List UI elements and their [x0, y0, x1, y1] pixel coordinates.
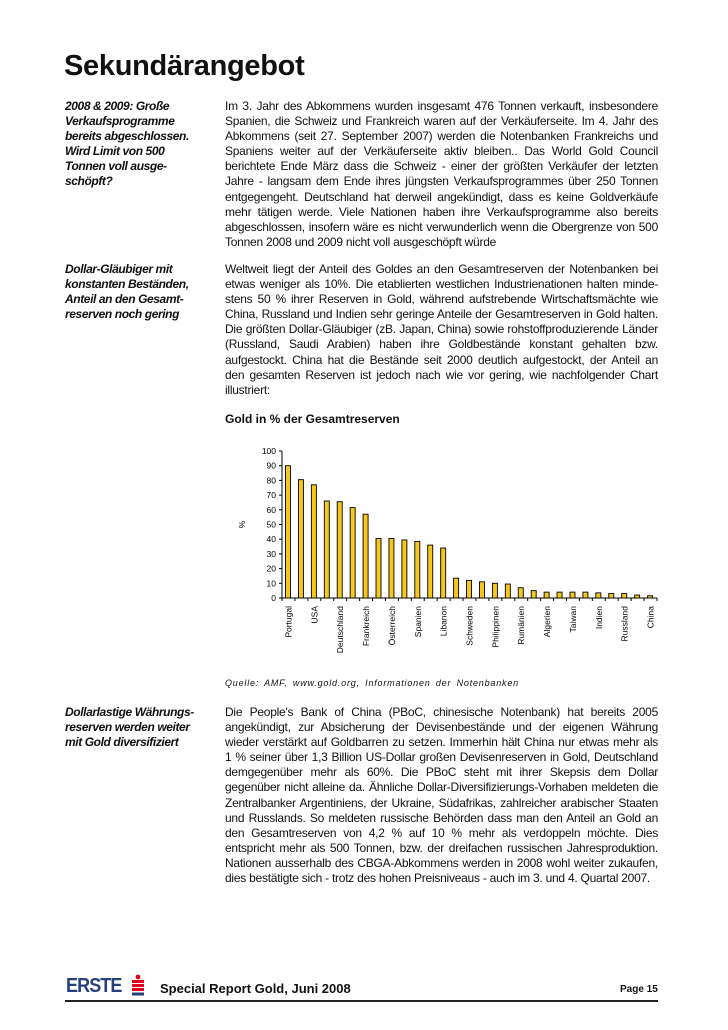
paragraph-line: entgegengeht. Deutschland hat derweil angekündigt, dass es keine Goldverkäufe	[225, 189, 658, 204]
gold-reserves-bar-chart	[230, 440, 670, 670]
paragraph-line: Nationen ausserhalb des CBGA-Abkommens werden in 2008 wohl weiter zukaufen,	[225, 855, 658, 870]
chart-title: Gold in % der Gesamtreserven	[225, 412, 400, 426]
paragraph-line: gegenüber nicht alleine da. Ähnliche Dollar-Diversifizierungs-Vorhaben meldeten die	[225, 780, 658, 795]
sidenote-line: Dollar-Gläubiger mit	[65, 262, 173, 276]
y-tick-label: 50	[266, 519, 276, 530]
paragraph-line: entspricht mehr als 500 Tonnen, bzw. der dreifachen russischen Jahresproduktion.	[225, 840, 658, 855]
paragraph-line: Abkommens (seit 27. September 2007) werden die Notenbanken Frankreichs und	[225, 129, 658, 144]
x-tick-label: Taiwan	[567, 606, 578, 633]
section-3-sidenote	[65, 705, 222, 750]
sidenote-line: mit Gold diversifiziert	[65, 735, 179, 750]
y-axis-label: %	[237, 520, 247, 529]
bar-unlabeled	[505, 584, 510, 598]
sidenote-line: 2008 & 2009: Große	[65, 99, 170, 113]
y-tick-label: 0	[271, 593, 276, 603]
bar-taiwan	[570, 592, 575, 598]
paragraph-line: Spaniens weiter auf der Verkäuferseite aktiv bleiben.. Das World Gold Council	[225, 144, 658, 159]
sidenote-line: Verkaufsprogramme	[65, 114, 175, 129]
paragraph-line: Weltweit liegt der Anteil des Goldes an den Gesamtreserven der Notenbanken bei	[225, 262, 658, 276]
bar-rumänien	[518, 588, 523, 598]
bar-philippinen	[492, 583, 497, 598]
y-tick-label: 40	[266, 534, 276, 545]
x-tick-label: Philippinen	[490, 606, 501, 648]
y-tick-label: 10	[266, 578, 276, 589]
footer-report-title: Special Report Gold, Juni 2008	[160, 981, 351, 996]
x-tick-label: Algerien	[542, 606, 553, 638]
bar-algerien	[544, 592, 549, 598]
x-tick-label: Indien	[593, 606, 604, 630]
x-tick-label: Russland	[619, 606, 630, 642]
sidenote-line: bereits abgeschlossen.	[65, 129, 189, 144]
sparkasse-s-icon	[132, 974, 144, 996]
x-tick-label: Portugal	[283, 606, 294, 638]
y-tick-label: 60	[266, 504, 276, 515]
paragraph-line: Spanien, die Schweiz und Frankreich waren auf der Verkäuferseite. Im 4. Jahr des	[225, 114, 658, 129]
paragraph-line: berichtete Ende März dass die Schweiz - einer der größten Verkäufer der letzten	[225, 159, 658, 174]
x-tick-label: Spanien	[412, 606, 423, 638]
sidenote-line: reserven werden weiter	[65, 720, 190, 735]
chart-source: Quelle: AMF, www.gold.org, Informationen der Notenbanken	[225, 678, 519, 688]
bar-libanon	[441, 548, 446, 598]
paragraph-line: Die größten Dollar-Gläubiger (zB. Japan, China) sowie rohstoffproduzierende Länder	[225, 322, 658, 337]
page-number: Page 15	[620, 984, 658, 995]
bar-usa	[311, 485, 316, 598]
bar-unlabeled	[428, 545, 433, 598]
bar-unlabeled	[402, 540, 407, 598]
sidenote-line: Tonnen voll ausge-	[65, 159, 167, 174]
section-2-sidenote	[65, 262, 222, 322]
paragraph-line: illustriert:	[225, 382, 271, 397]
y-tick-label: 70	[266, 490, 276, 501]
paragraph-line: stens 50 % ihrer Reserven in Gold, während aufstrebende Wirtschaftsmächte wie	[225, 292, 658, 307]
sidenote-line: reserven noch gering	[65, 307, 180, 322]
paragraph-line: den gesamten Reserven ist jedoch nach wie vor gering, wie nachfolgender Chart	[225, 367, 658, 382]
bar-schweden	[467, 580, 472, 598]
y-tick-label: 20	[266, 563, 276, 574]
x-tick-label: USA	[309, 606, 320, 624]
bar-unlabeled	[298, 480, 303, 598]
paragraph-line: abgeschlossen, insofern wäre es nicht verwunderlich wenn die Obergrenze von 500	[225, 219, 658, 234]
bar-unlabeled	[583, 592, 588, 598]
bar-portugal	[286, 466, 291, 598]
paragraph-line: Die People's Bank of China (PBoC, chinesische Notenbank) hat bereits 2005	[225, 705, 658, 719]
paragraph-line: Jahre - langsam dem Ende ihres jüngsten Verkaufsprogrammes über 250 Tonnen	[225, 174, 658, 189]
sidenote-line: konstanten Beständen,	[65, 277, 189, 292]
bar-russland	[622, 594, 627, 598]
y-tick-label: 80	[266, 475, 276, 486]
paragraph-line: mehr tätigen werde. Viele Nationen haben ihre Verkaufsprogramme also bereits	[225, 204, 658, 219]
x-tick-label: Österreich	[386, 606, 397, 646]
y-tick-label: 30	[266, 548, 276, 559]
section-2-body	[225, 262, 658, 398]
x-tick-label: Schweden	[464, 606, 475, 646]
x-tick-label: China	[645, 606, 656, 629]
bar-spanien	[415, 541, 420, 598]
paragraph-line: demgegenüber mehr als 60%. Die PBoC steht mit ihrer Skepsis dem Dollar	[225, 765, 658, 780]
paragraph-line: angekündigt, zur Absicherung der Devisenbestände und der eigenen Währung	[225, 720, 658, 735]
paragraph-line: wieder verstärkt auf Goldbarren zu setzen. Immerhin hält China nur etwas mehr als	[225, 735, 658, 750]
sidenote-line: schöpft?	[65, 174, 113, 189]
sidenote-line: Wird Limit von 500	[65, 144, 165, 159]
paragraph-line: Tonnen 2008 und 2009 nicht voll ausgeschöpft würde	[225, 234, 497, 249]
x-tick-label: Rumänien	[516, 606, 527, 645]
bar-unlabeled	[531, 591, 536, 598]
bar-china	[648, 596, 653, 598]
page-title: Sekundärangebot	[64, 50, 305, 82]
footer-divider	[65, 1000, 658, 1002]
bar-unlabeled	[479, 582, 484, 598]
y-tick-label: 100	[261, 446, 276, 456]
paragraph-line: Im 3. Jahr des Abkommens wurden insgesamt 476 Tonnen verkauft, insbesondere	[225, 99, 658, 113]
x-tick-label: Frankreich	[361, 606, 372, 647]
paragraph-line: dies bestätigte sich - trotz des hohen Preisniveaus - auch im 3. und 4. Quartal 2007.	[225, 871, 650, 886]
bar-indien	[596, 593, 601, 598]
bar-unlabeled	[454, 578, 459, 598]
paragraph-line: Zentralbanker Argentiniens, der Ukraine, Südafrikas, zahlreicher arabischer Staaten	[225, 795, 658, 810]
sidenote-line: Anteil an den Gesamt-	[65, 292, 184, 307]
section-1-body	[225, 99, 658, 250]
bar-unlabeled	[376, 538, 381, 598]
bar-frankreich	[363, 514, 368, 598]
x-tick-label: Libanon	[438, 606, 449, 637]
paragraph-line: China, Russland und Indien sehr geringe Anteile der Gesamtreserven in Gold halten.	[225, 307, 658, 322]
bar-unlabeled	[324, 501, 329, 598]
x-tick-label: Deutschland	[335, 606, 346, 654]
paragraph-line: den Gesamtreserven von 4,2 % auf 10 % mehr als verdoppeln möchte. Dies	[225, 825, 658, 840]
section-1-sidenote	[65, 99, 222, 190]
bar-österreich	[389, 538, 394, 598]
paragraph-line: und Russlands. So meldeten russische Behörden dass man den Anteil an Gold an	[225, 810, 658, 825]
erste-bank-logo: ERSTE	[66, 975, 122, 997]
paragraph-line: (Russland, Saudi Arabien) haben ihre Goldbestände konstant gehalten bzw.	[225, 337, 658, 352]
bar-unlabeled	[609, 594, 614, 598]
paragraph-line: etwas weniger als 10%. Die etablierten westlichen Industrienationen halten minde-	[225, 277, 658, 292]
sidenote-line: Dollarlastige Währungs-	[65, 705, 194, 719]
bar-unlabeled	[557, 592, 562, 598]
bar-deutschland	[337, 502, 342, 598]
paragraph-line: 1 % seiner über 1,3 Billion US-Dollar großen Devisenreserven in Gold, Deutschland	[225, 750, 658, 765]
section-3-body	[225, 705, 658, 886]
y-tick-label: 90	[266, 460, 276, 471]
bar-unlabeled	[350, 508, 355, 598]
paragraph-line: aufgestockt. China hat die Bestände seit 2000 deutlich aufgestockt, der Anteil an	[225, 352, 658, 367]
bar-unlabeled	[635, 595, 640, 598]
